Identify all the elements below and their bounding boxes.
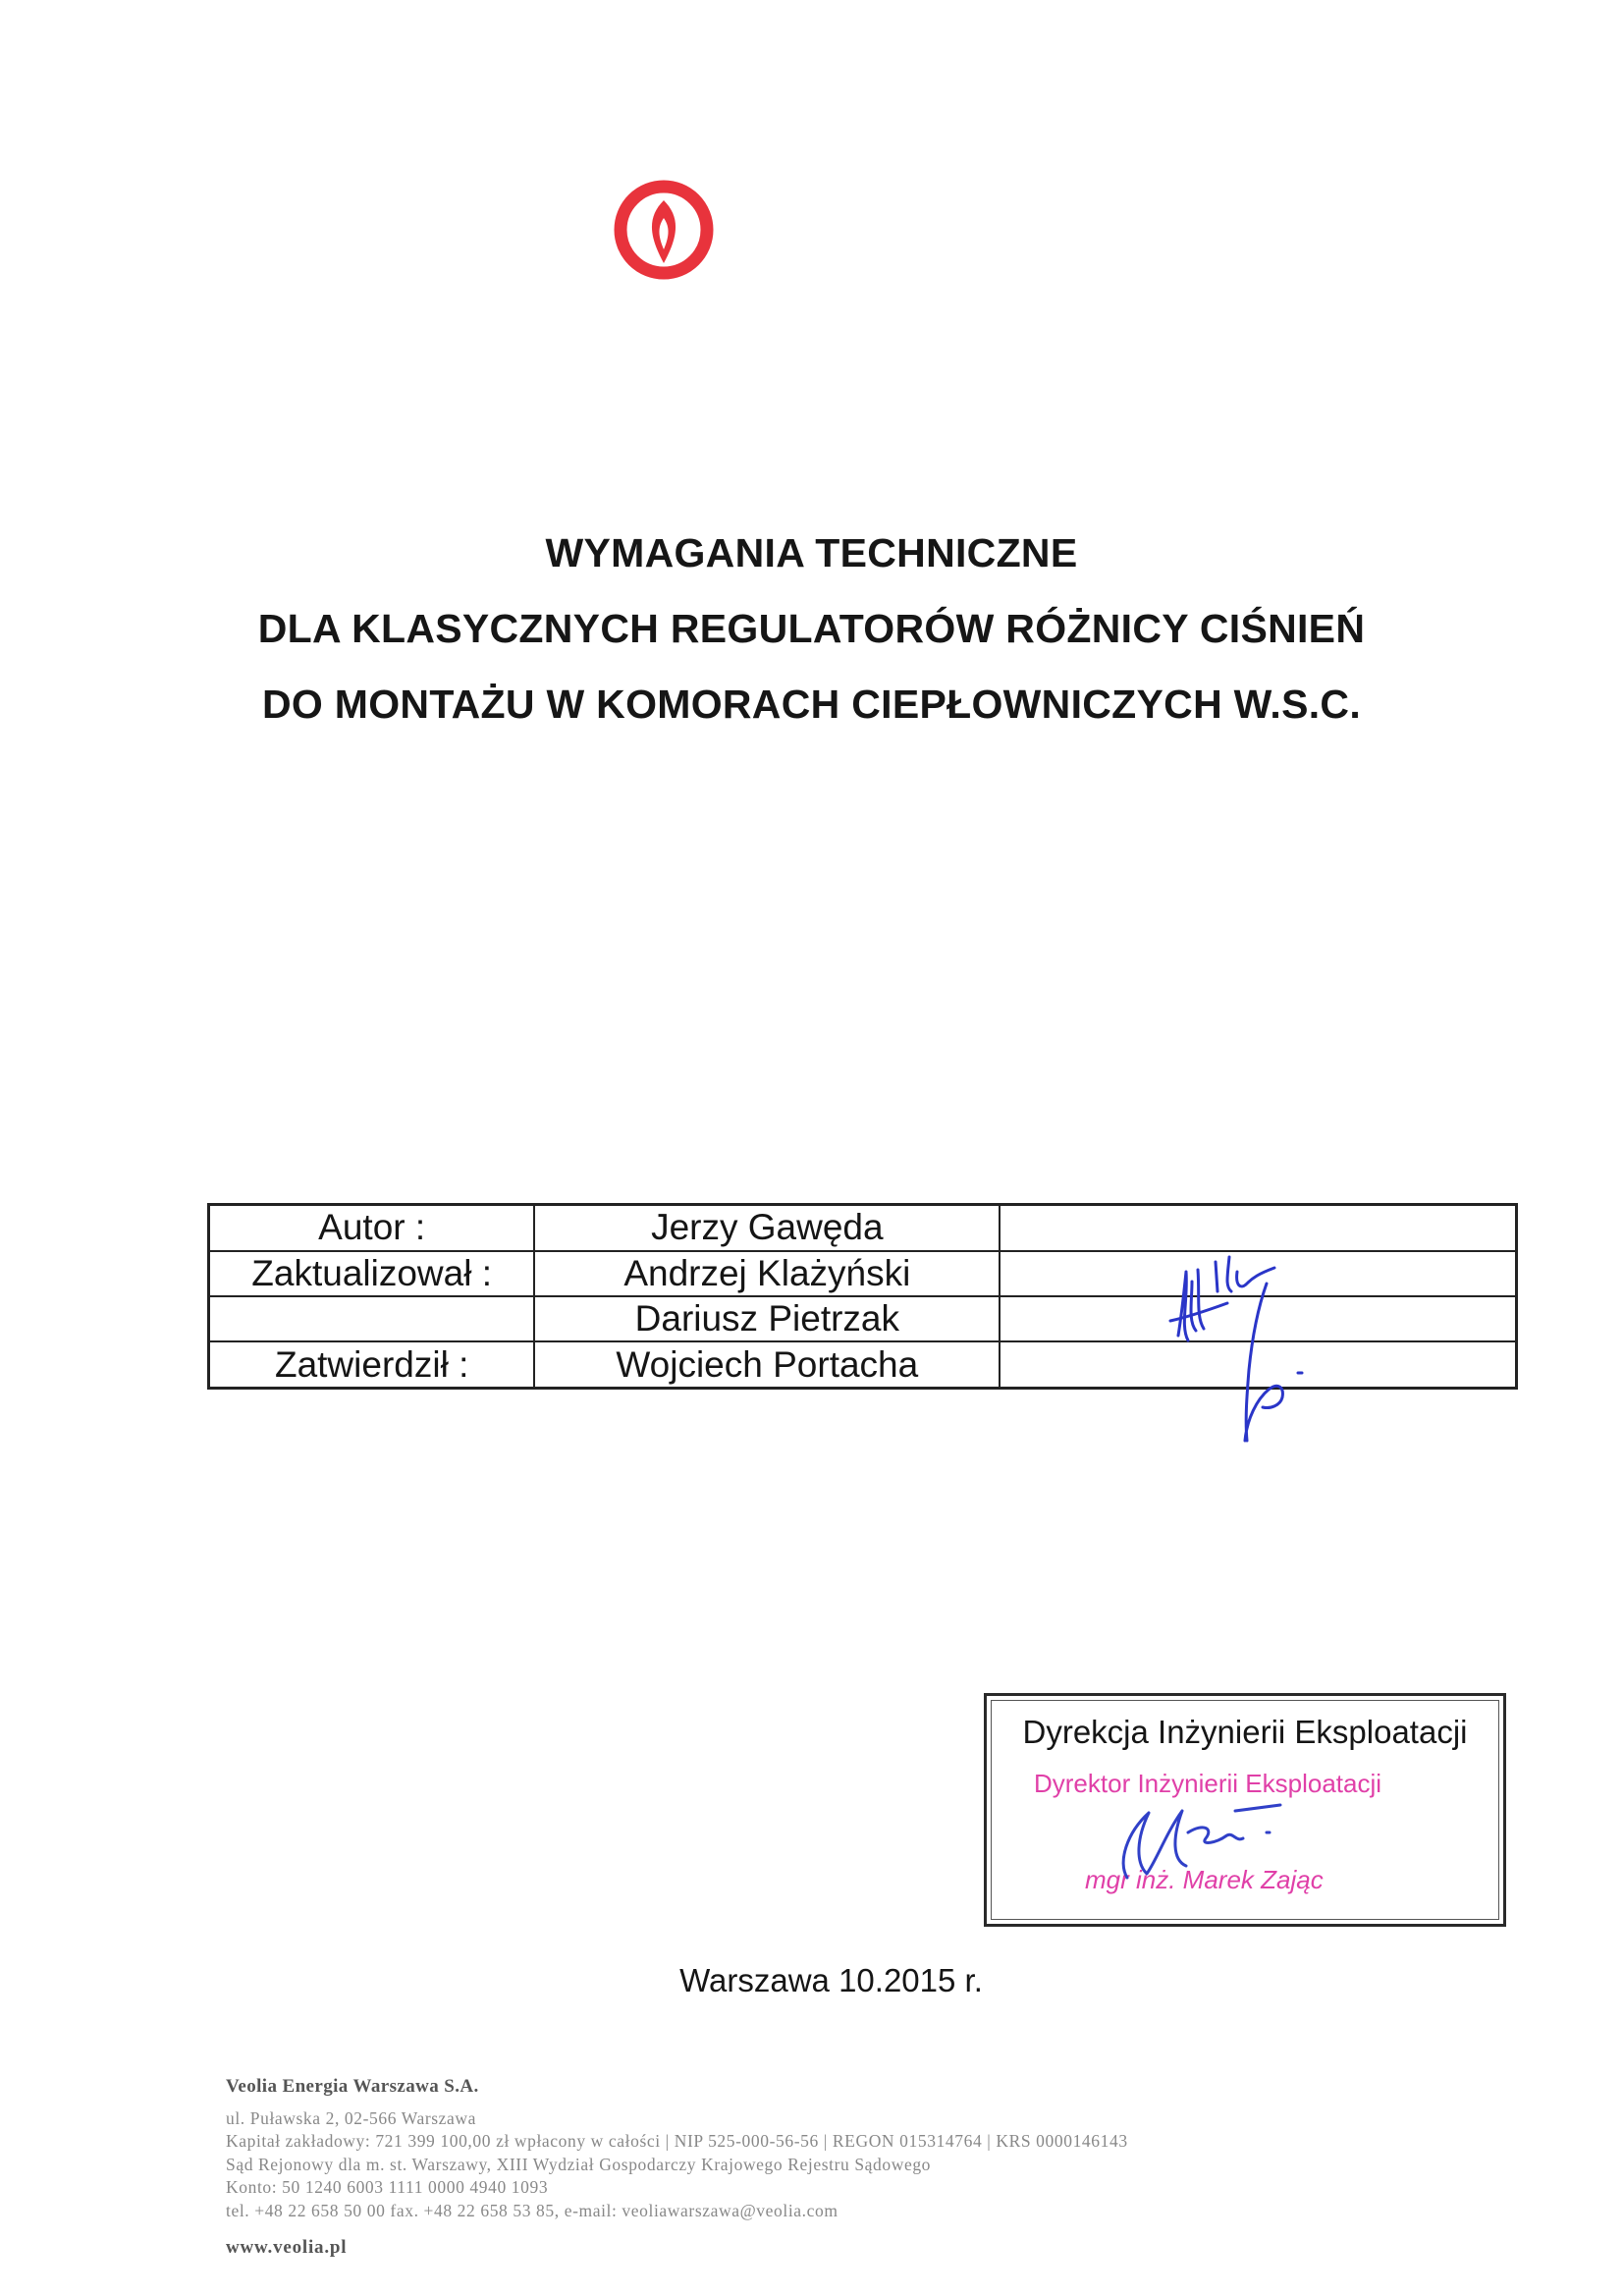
veolia-logo-graphic — [613, 179, 1025, 287]
document-title — [0, 516, 1623, 742]
place-date: Warszawa 10.2015 r. — [679, 1962, 983, 1998]
title-line-3: DO MONTAŻU W KOMORACH CIEPŁOWNICZYCH W.S.C. — [261, 682, 1362, 727]
title-line-2: DLA KLASYCZNYCH REGULATORÓW RÓŻNICY CIŚNIEŃ — [257, 606, 1366, 651]
name-cell: Andrzej Klażyński — [534, 1251, 1000, 1296]
footer-contact: tel. +48 22 658 50 00 fax. +48 22 658 53 85, e-mail: veoliawarszawa@veolia.com — [226, 2200, 839, 2220]
footer-capital: Kapitał zakładowy: 721 399 100,00 zł wpłacony w całości | NIP 525-000-56-56 | REGON 015314764 | KRS 0000146143 — [226, 2131, 1128, 2151]
veolia-logo — [613, 179, 1025, 287]
footer-account: Konto: 50 1240 6003 1111 0000 4940 1093 — [226, 2177, 549, 2197]
role-cell — [209, 1296, 535, 1341]
stamp-header: Dyrekcja Inżynierii Eksploatacji — [1022, 1714, 1468, 1750]
name-cell: Jerzy Gawęda — [534, 1205, 1000, 1251]
name-cell: Dariusz Pietrzak — [534, 1296, 1000, 1341]
stamp-signature — [1088, 1793, 1294, 1884]
name-cell: Wojciech Portacha — [534, 1341, 1000, 1388]
footer-address: ul. Puławska 2, 02-566 Warszawa — [226, 2107, 477, 2128]
stamp-role: Dyrektor Inżynierii Eksploatacji — [1034, 1769, 1382, 1798]
role-cell: Autor : — [209, 1205, 535, 1251]
handwritten-signatures — [1159, 1232, 1355, 1453]
role-cell: Zaktualizował : — [209, 1251, 535, 1296]
footer-court: Sąd Rejonowy dla m. st. Warszawy, XIII Wydział Gospodarczy Krajowego Rejestru Sądowego — [226, 2154, 932, 2174]
footer-company-name: Veolia Energia Warszawa S.A. — [226, 2076, 479, 2097]
footer-website: www.veolia.pl — [226, 2237, 348, 2258]
stamp-name: mgr inż. Marek Zając — [1085, 1865, 1324, 1894]
company-footer — [226, 2075, 1128, 2260]
title-line-1: WYMAGANIA TECHNICZNE — [545, 530, 1078, 575]
role-cell: Zatwierdził : — [209, 1341, 535, 1388]
